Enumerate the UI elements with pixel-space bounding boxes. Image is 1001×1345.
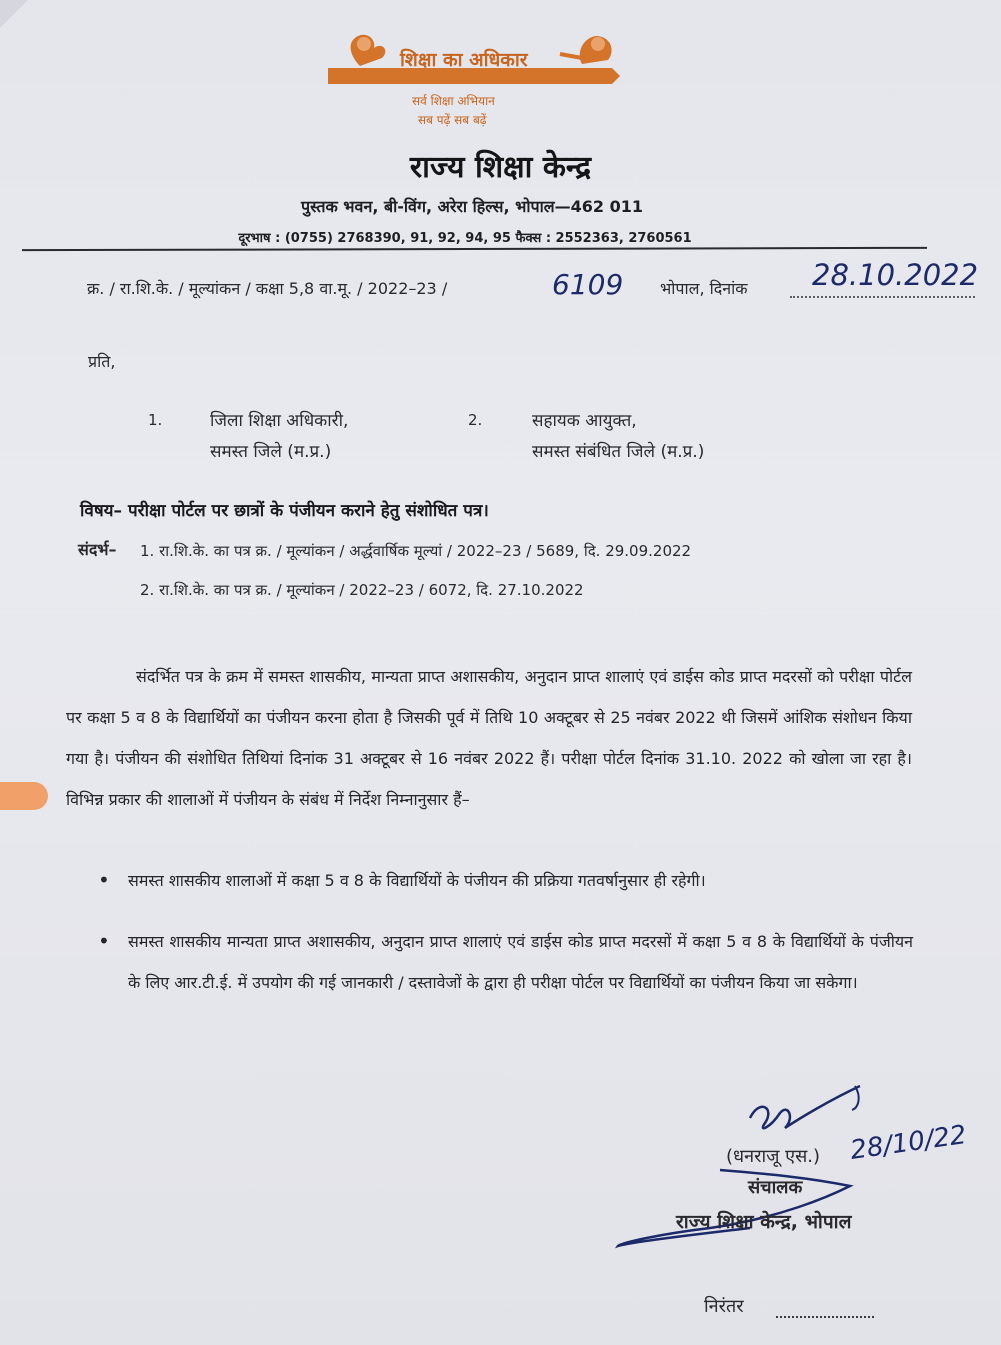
instruction-list — [98, 860, 913, 1023]
logo-tagline-2: सब पढ़ें सब बढ़ें — [418, 113, 487, 127]
handwritten-date: 28.10.2022 — [812, 258, 979, 292]
body-paragraph: संदर्भित पत्र के क्रम में समस्त शासकीय, मान्यता प्राप्त अशासकीय, अनुदान प्राप्त शालाएं एवं डाईस कोड प्राप्त मदरसों को परीक्षा पोर्टल पर कक्षा 5 व 8 के विद्यार्थियों का पंजीयन करना होता है जिसकी पूर्व में तिथि 10 अक्टूबर से 25 नवंबर 2022 थी जिसमें आंशिक संशोधन किया गया है। पंजीयन की संशोधित तिथियां दिनांक 31 अक्टूबर से 16 नवंबर 2022 हैं। परीक्षा पोर्टल दिनांक 31.10. 2022 को खोला जा रहा है। विभिन्न प्रकार की शालाओं में पंजीयन के संबंध में निर्देश निम्नानुसार हैं– — [66, 667, 912, 809]
signatory-office: राज्य शिक्षा केन्द्र, भोपाल — [676, 1211, 852, 1233]
recipient-number: 2. — [468, 411, 483, 429]
organization-address: पुस्तक भवन, बी-विंग, अरेरा हिल्स, भोपाल—462 011 — [301, 197, 643, 216]
instruction-item: • समस्त शासकीय मान्यता प्राप्त अशासकीय, अनुदान प्राप्त शालाएं एवं डाईस कोड प्राप्त मदरसों में कक्षा 5 व 8 के विद्यार्थियों के पंजीयन के लिए आर.टी.ई. में उपयोग की गई जानकारी / दस्तावेजों के द्वारा ही परीक्षा पोर्टल पर विद्यार्थियों का पंजीयन किया जा सकेगा। — [98, 921, 913, 1003]
reference-prefix: क्र. / रा.शि.के. / मूल्यांकन / कक्षा 5,8 वा.मू. / 2022–23 / — [87, 279, 448, 298]
signature-date: 28/10/22 — [848, 1120, 969, 1166]
reference-item: 1. रा.शि.के. का पत्र क्र. / मूल्यांकन / अर्द्धवार्षिक मूल्यां / 2022–23 / 5689, दि. 29.09.2022 — [140, 542, 692, 560]
logo-text: शिक्षा का अधिकार — [400, 49, 528, 71]
date-dotted-line — [790, 296, 975, 298]
recipient-line-1: सहायक आयुक्त, — [532, 411, 637, 431]
reference-number: 6109 — [552, 268, 624, 301]
reference-item: 2. रा.शि.के. का पत्र क्र. / मूल्यांकन / 2022–23 / 6072, दि. 27.10.2022 — [140, 581, 584, 599]
references-label: संदर्भ– — [78, 540, 117, 559]
place-date-label: भोपाल, दिनांक — [660, 279, 748, 298]
signatory-designation: संचालक — [748, 1177, 803, 1198]
header-divider — [22, 247, 927, 251]
instruction-item: • समस्त शासकीय शालाओं में कक्षा 5 व 8 के विद्यार्थियों के पंजीयन की प्रक्रिया गतवर्षानुसार ही रहेगी। — [98, 860, 913, 901]
organization-phone: दूरभाष : (0755) 2768390, 91, 92, 94, 95 फैक्स : 2552363, 2760561 — [238, 231, 692, 246]
recipient-number: 1. — [148, 411, 163, 429]
continued-dotted-line — [776, 1316, 874, 1318]
subject-line: विषय– परीक्षा पोर्टल पर छात्रों के पंजीयन कराने हेतु संशोधित पत्र। — [80, 501, 489, 521]
continued-label: निरंतर — [704, 1296, 744, 1317]
logo-tagline-1: सर्व शिक्षा अभियान — [412, 94, 495, 108]
recipient-line-2: समस्त जिले (म.प्र.) — [210, 442, 332, 462]
page-fold — [0, 0, 28, 28]
to-label: प्रति, — [88, 352, 116, 371]
recipient-line-2: समस्त संबंधित जिले (म.प्र.) — [532, 442, 705, 462]
organization-title: राज्य शिक्षा केन्द्र — [409, 150, 592, 185]
signatory-name: (धनराजू एस.) — [726, 1146, 821, 1167]
highlighter-mark — [0, 782, 48, 810]
recipient-line-1: जिला शिक्षा अधिकारी, — [210, 411, 349, 431]
